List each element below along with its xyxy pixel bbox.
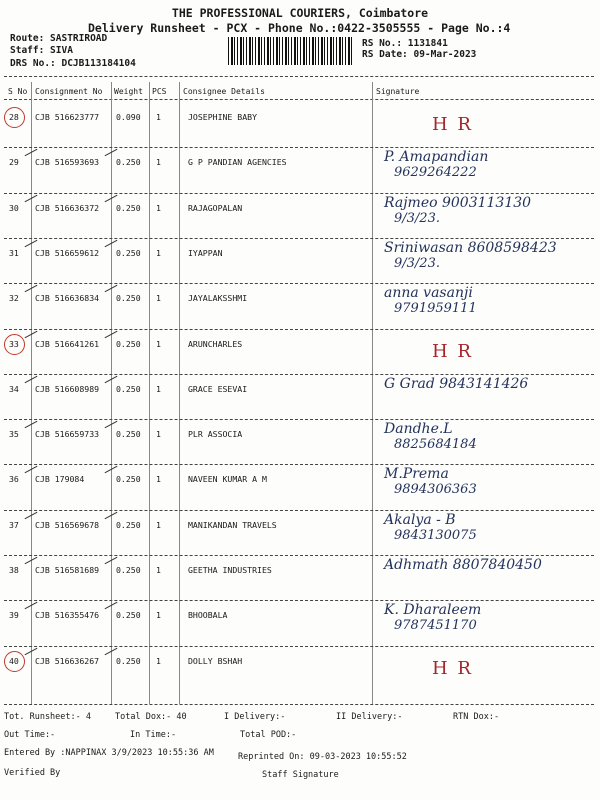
- row-divider: [4, 555, 594, 556]
- handwritten-signature: Sriniwasan 8608598423: [384, 239, 557, 256]
- col-header-consignee: Consignee Details: [183, 87, 265, 96]
- handwritten-signature: K. Dharaleem: [384, 602, 482, 619]
- handwritten-signature: Rajmeo 9003113130: [384, 194, 532, 211]
- route-label: Route: SASTRIROAD: [10, 33, 108, 44]
- row-consignee: JAYALAKSSHMI: [188, 293, 248, 304]
- row-divider: [4, 419, 594, 420]
- row-consignee: BHOOBALA: [188, 610, 228, 621]
- row-consignment-no: CJB 179084: [35, 474, 85, 485]
- row-consignee: GRACE ESEVAI: [188, 383, 248, 394]
- handwritten-signature: 9/3/23.: [394, 210, 440, 226]
- row-consignee: G P PANDIAN AGENCIES: [188, 157, 287, 168]
- handwritten-signature: 9894306363: [394, 482, 477, 498]
- row-sno: 39: [9, 610, 19, 621]
- row-weight: 0.250: [116, 655, 141, 666]
- column-separator: [372, 82, 373, 704]
- row-consignment-no: CJB 516659612: [35, 247, 100, 258]
- out-time: Out Time:-: [4, 730, 56, 740]
- handwritten-signature: 8825684184: [394, 437, 477, 453]
- row-pcs: 1: [156, 293, 161, 304]
- row-sno: 35: [9, 429, 19, 440]
- handwritten-hr-mark: H R: [432, 340, 473, 362]
- row-sno: 30: [9, 202, 19, 213]
- in-time: In Time:-: [130, 730, 177, 740]
- row-consignment-no: CJB 516659733: [35, 429, 100, 440]
- entered-by: Entered By :NAPPINAX 3/9/2023 10:55:36 AM: [4, 748, 214, 758]
- handwritten-signature: Adhmath 8807840450: [384, 557, 542, 573]
- row-consignee: DOLLY BSHAH: [188, 655, 243, 666]
- handwritten-signature: 9629264222: [394, 165, 477, 181]
- handwritten-signature: G Grad 9843141426: [384, 375, 529, 392]
- row-sno: 32: [9, 293, 19, 304]
- row-consignment-no: CJB 516355476: [35, 610, 100, 621]
- row-consignment-no: CJB 516608989: [35, 383, 100, 394]
- row-sno: 38: [9, 565, 19, 575]
- row-divider: [4, 374, 594, 375]
- row-divider: [4, 510, 594, 511]
- row-pcs: 1: [156, 202, 161, 213]
- handwritten-hr-mark: H R: [432, 657, 473, 679]
- row-consignee: ARUNCHARLES: [188, 338, 243, 349]
- row-sno: 29: [9, 157, 19, 168]
- col-header-signature: Signature: [376, 87, 420, 96]
- row-consignee: JOSEPHINE BABY: [188, 112, 258, 122]
- row-weight: 0.090: [116, 112, 141, 122]
- column-header-divider: [4, 99, 594, 100]
- runsheet-subtitle: Delivery Runsheet - PCX - Phone No.:0422-3505555 - Page No.:4: [88, 21, 511, 35]
- column-separator: [149, 82, 150, 704]
- barcode: [228, 37, 354, 65]
- handwritten-signature: 9843130075: [394, 527, 477, 543]
- row-sno: 28: [9, 112, 19, 122]
- circled-row-mark: [4, 334, 25, 355]
- column-separator: [179, 82, 180, 704]
- handwritten-signature: Akalya - B: [384, 511, 456, 528]
- row-divider: [4, 646, 594, 647]
- row-weight: 0.250: [116, 247, 141, 258]
- row-weight: 0.250: [116, 293, 141, 304]
- row-weight: 0.250: [116, 610, 141, 621]
- row-sno: 34: [9, 383, 19, 394]
- row-consignee: PLR ASSOCIA: [188, 429, 243, 440]
- reprinted-on: Reprinted On: 09-03-2023 10:55:52: [238, 752, 407, 762]
- row-consignee: NAVEEN KUMAR A M: [188, 474, 267, 485]
- handwritten-signature: Dandhe.L: [384, 421, 453, 438]
- row-consignment-no: CJB 516581689: [35, 565, 100, 575]
- circled-row-mark: [4, 107, 25, 128]
- col-header-consignment: Consignment No: [35, 87, 103, 96]
- total-pod: Total POD:-: [240, 730, 297, 740]
- row-divider: [4, 283, 594, 284]
- circled-row-mark: [4, 651, 25, 672]
- row-pcs: 1: [156, 247, 161, 258]
- row-divider: [4, 329, 594, 330]
- row-pcs: 1: [156, 429, 161, 440]
- ii-delivery: II Delivery:-: [336, 712, 403, 722]
- row-sno: 33: [9, 338, 19, 349]
- staff-label: Staff: SIVA: [10, 45, 73, 56]
- total-dox: Total Dox:- 40: [115, 712, 187, 722]
- row-consignee: RAJAGOPALAN: [188, 202, 243, 213]
- row-consignment-no: CJB 516593693: [35, 157, 100, 168]
- row-weight: 0.250: [116, 383, 141, 394]
- drs-number: DRS No.: DCJB113184104: [10, 58, 136, 69]
- staff-signature: Staff Signature: [262, 770, 339, 780]
- document-title: THE PROFESSIONAL COURIERS, Coimbatore: [171, 6, 429, 20]
- tot-runsheet: Tot. Runsheet:- 4: [4, 712, 91, 722]
- row-divider: [4, 238, 594, 239]
- row-pcs: 1: [156, 112, 161, 122]
- handwritten-signature: 9787451170: [394, 618, 477, 634]
- row-divider: [4, 600, 594, 601]
- col-header-sno: S No: [8, 87, 28, 96]
- row-consignment-no: CJB 516636372: [35, 202, 100, 213]
- row-weight: 0.250: [116, 157, 141, 168]
- row-divider: [4, 193, 594, 194]
- row-sno: 40: [9, 655, 19, 666]
- row-pcs: 1: [156, 474, 161, 485]
- header-divider: [4, 76, 594, 77]
- verified-by: Verified By: [4, 768, 61, 778]
- row-weight: 0.250: [116, 565, 141, 575]
- col-header-pcs: PCS: [152, 87, 167, 96]
- row-pcs: 1: [156, 338, 161, 349]
- rs-date: RS Date: 09-Mar-2023: [362, 49, 477, 60]
- rs-number: RS No.: 1131841: [362, 38, 448, 49]
- row-sno: 37: [9, 519, 19, 530]
- row-pcs: 1: [156, 610, 161, 621]
- table-bottom-divider: [4, 704, 594, 705]
- row-consignee: MANIKANDAN TRAVELS: [188, 519, 277, 530]
- row-divider: [4, 147, 594, 148]
- row-weight: 0.250: [116, 474, 141, 485]
- handwritten-signature: P. Amapandian: [384, 149, 489, 166]
- i-delivery: I Delivery:-: [224, 712, 286, 722]
- column-separator: [31, 82, 32, 704]
- row-consignment-no: CJB 516569678: [35, 519, 100, 530]
- row-pcs: 1: [156, 383, 161, 394]
- row-pcs: 1: [156, 655, 161, 666]
- handwritten-signature: anna vasanji: [384, 285, 473, 302]
- rtn-dox: RTN Dox:-: [453, 712, 500, 722]
- row-consignment-no: CJB 516623777: [35, 112, 100, 122]
- row-pcs: 1: [156, 157, 161, 168]
- row-pcs: 1: [156, 565, 161, 575]
- row-divider: [4, 464, 594, 465]
- row-pcs: 1: [156, 519, 161, 530]
- col-header-weight: Weight: [114, 87, 143, 96]
- row-weight: 0.250: [116, 338, 141, 349]
- handwritten-signature: 9/3/23.: [394, 255, 440, 271]
- row-weight: 0.250: [116, 519, 141, 530]
- handwritten-signature: M.Prema: [384, 466, 449, 483]
- row-consignee: GEETHA INDUSTRIES: [188, 565, 272, 575]
- row-weight: 0.250: [116, 429, 141, 440]
- handwritten-signature: 9791959111: [394, 301, 477, 317]
- row-consignment-no: CJB 516636834: [35, 293, 100, 304]
- row-consignment-no: CJB 516636267: [35, 655, 100, 666]
- handwritten-hr-mark: H R: [432, 114, 473, 135]
- row-sno: 31: [9, 247, 19, 258]
- column-separator: [111, 82, 112, 704]
- row-weight: 0.250: [116, 202, 141, 213]
- row-sno: 36: [9, 474, 19, 485]
- row-consignee: IYAPPAN: [188, 247, 223, 258]
- row-consignment-no: CJB 516641261: [35, 338, 100, 349]
